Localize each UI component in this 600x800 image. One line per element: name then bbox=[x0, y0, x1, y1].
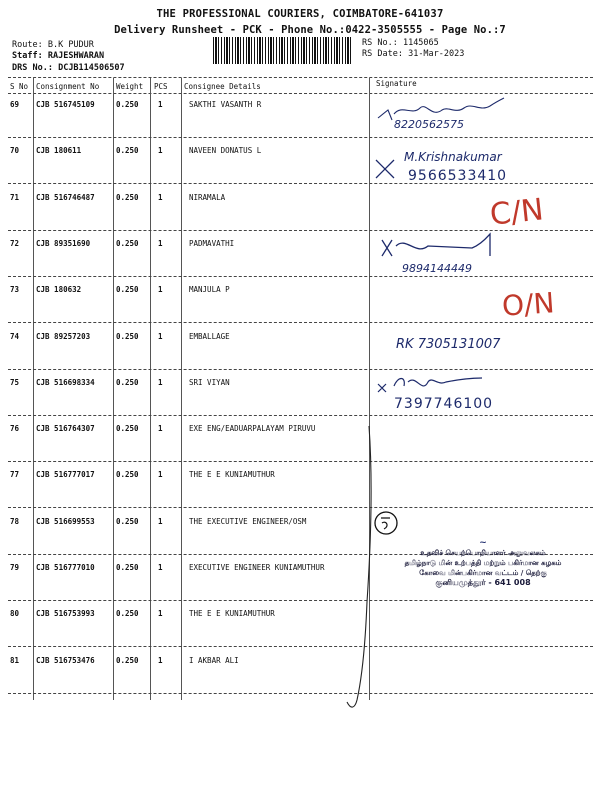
stamp-initials: ~ bbox=[479, 538, 487, 548]
row-consignment-no: CJB 516698334 bbox=[36, 377, 95, 387]
staff-value: RAJESHWARAN bbox=[47, 51, 105, 61]
row-separator bbox=[8, 507, 593, 508]
row-consignee: THE E E KUNIAMUTHUR bbox=[189, 609, 275, 619]
rs-date-label: RS Date: bbox=[362, 49, 403, 59]
signature-69 bbox=[372, 96, 512, 142]
row-consignment-no: CJB 180611 bbox=[36, 146, 82, 156]
col-header-weight: Weight bbox=[116, 82, 144, 91]
row-pcs: 1 bbox=[158, 377, 163, 387]
row-weight: 0.250 bbox=[116, 609, 139, 619]
col-header-sno: S No bbox=[10, 82, 29, 91]
row-consignee: THE E E KUNIAMUTHUR bbox=[189, 470, 275, 480]
signature-70-name: M.Krishnakumar bbox=[404, 150, 502, 164]
row-weight: 0.250 bbox=[116, 146, 139, 156]
row-consignee: NIRAMALA bbox=[189, 192, 226, 202]
row-separator bbox=[8, 369, 593, 370]
row-consignment-no: CJB 516699553 bbox=[36, 516, 95, 526]
row-consignment-no: CJB 516746487 bbox=[36, 192, 95, 202]
column-divider bbox=[33, 78, 34, 700]
row-consignment-no: CJB 516777010 bbox=[36, 563, 95, 572]
row-weight: 0.250 bbox=[116, 470, 139, 480]
col-header-signature: Signature bbox=[376, 79, 417, 88]
route-line bbox=[12, 40, 94, 51]
table-top-rule bbox=[8, 77, 593, 78]
signature-75-phone: 7397746100 bbox=[394, 396, 494, 412]
row-sno: 81 bbox=[10, 655, 20, 665]
column-divider bbox=[150, 78, 151, 700]
row-sno: 69 bbox=[10, 100, 20, 109]
row-sno: 74 bbox=[10, 331, 20, 341]
row-consignment-no: CJB 516777017 bbox=[36, 470, 95, 480]
signature-69-phone: 8220562575 bbox=[394, 118, 464, 131]
row-consignee: I AKBAR ALI bbox=[189, 655, 239, 665]
rs-date-line bbox=[362, 49, 464, 60]
row-consignee: THE EXECUTIVE ENGINEER/OSM bbox=[189, 516, 307, 526]
document-title: THE PROFESSIONAL COURIERS, COIMBATORE-641037 bbox=[156, 8, 444, 20]
signature-72 bbox=[372, 232, 512, 284]
signature-70-phone: 9566533410 bbox=[408, 168, 508, 184]
row-sno: 76 bbox=[10, 424, 20, 434]
row-pcs: 1 bbox=[158, 331, 163, 341]
signature-scribble bbox=[372, 372, 522, 398]
office-stamp bbox=[398, 538, 568, 588]
row-pcs: 1 bbox=[158, 192, 163, 202]
row-weight: 0.250 bbox=[116, 100, 139, 109]
document-subtitle: Delivery Runsheet - PCK - Phone No.:0422-3505555 - Page No.:7 bbox=[114, 24, 506, 36]
row-consignee: PADMAVATHI bbox=[189, 238, 235, 248]
rs-no-label: RS No.: bbox=[362, 38, 398, 48]
column-divider bbox=[113, 78, 114, 700]
barcode bbox=[213, 37, 353, 64]
row-weight: 0.250 bbox=[116, 424, 139, 434]
row-sno: 71 bbox=[10, 192, 20, 202]
row-pcs: 1 bbox=[158, 563, 163, 572]
initial-circle-mark bbox=[372, 508, 402, 538]
stamp-line-2: தமிழ்நாடு மின் உற்பத்தி மற்றும் பகிர்மான கழகம் bbox=[404, 559, 562, 567]
col-header-details: Consignee Details bbox=[184, 82, 261, 91]
staff-label: Staff: bbox=[12, 51, 43, 61]
row-weight: 0.250 bbox=[116, 377, 139, 387]
row-weight: 0.250 bbox=[116, 331, 139, 341]
row-pcs: 1 bbox=[158, 100, 163, 109]
row-separator bbox=[8, 600, 593, 601]
row-sno: 79 bbox=[10, 563, 20, 572]
rs-date-value: 31-Mar-2023 bbox=[408, 49, 465, 59]
row-sno: 80 bbox=[10, 609, 20, 619]
row-pcs: 1 bbox=[158, 516, 163, 526]
table-header-rule bbox=[8, 93, 593, 94]
stamp-line-1: உதவிச் செயற்பொறியாளர் அலுவலகம் bbox=[420, 549, 546, 557]
row-weight: 0.250 bbox=[116, 285, 139, 295]
row-sno: 70 bbox=[10, 146, 20, 156]
signature-75 bbox=[372, 372, 522, 418]
row-consignee: SRI VIYAN bbox=[189, 377, 230, 387]
col-header-pcs: PCS bbox=[154, 82, 168, 91]
rs-no-line bbox=[362, 38, 439, 49]
mark-cn: C/N bbox=[488, 192, 546, 233]
row-separator bbox=[8, 461, 593, 462]
row-consignee: EMBALLAGE bbox=[189, 331, 230, 341]
row-sno: 77 bbox=[10, 470, 20, 480]
row-sno: 75 bbox=[10, 377, 20, 387]
drs-label: DRS No.: bbox=[12, 63, 53, 73]
row-weight: 0.250 bbox=[116, 238, 139, 248]
row-sno: 72 bbox=[10, 238, 20, 248]
signature-74: RK 7305131007 bbox=[396, 337, 501, 352]
route-label: Route: bbox=[12, 40, 43, 50]
drs-value: DCJB114506507 bbox=[58, 63, 125, 73]
row-consignee: MANJULA P bbox=[189, 285, 230, 295]
row-consignment-no: CJB 89351690 bbox=[36, 238, 91, 248]
row-pcs: 1 bbox=[158, 238, 163, 248]
drs-line bbox=[12, 63, 125, 74]
stamp-line-4: குனியமுத்தூர் - 641 008 bbox=[435, 578, 531, 587]
row-pcs: 1 bbox=[158, 285, 163, 295]
row-consignment-no: CJB 516745109 bbox=[36, 100, 95, 109]
row-pcs: 1 bbox=[158, 470, 163, 480]
row-pcs: 1 bbox=[158, 424, 163, 434]
row-consignment-no: CJB 516753476 bbox=[36, 655, 95, 665]
mark-on: O/N bbox=[500, 286, 556, 323]
row-consignee: SAKTHI VASANTH R bbox=[189, 100, 262, 109]
row-consignment-no: CJB 516764307 bbox=[36, 424, 95, 434]
row-consignment-no: CJB 180632 bbox=[36, 285, 82, 295]
staff-line bbox=[12, 51, 104, 62]
column-divider bbox=[181, 78, 182, 700]
row-separator bbox=[8, 693, 593, 694]
row-weight: 0.250 bbox=[116, 563, 139, 572]
signature-72-phone: 9894144449 bbox=[402, 262, 472, 275]
signature-70 bbox=[372, 148, 542, 194]
row-sno: 73 bbox=[10, 285, 20, 295]
col-header-consignment: Consignment No bbox=[36, 82, 100, 91]
bracket-pen-stroke bbox=[335, 422, 385, 712]
row-consignment-no: CJB 89257203 bbox=[36, 331, 91, 341]
row-weight: 0.250 bbox=[116, 192, 139, 202]
rs-no-value: 1145065 bbox=[402, 38, 439, 48]
row-consignee: EXE ENG/EADUARPALAYAM PIRUVU bbox=[189, 424, 316, 434]
row-pcs: 1 bbox=[158, 146, 163, 156]
stamp-line-3: கோவை மின்பகிர்மான வட்டம் / தெற்கு bbox=[419, 569, 547, 577]
row-pcs: 1 bbox=[158, 655, 163, 665]
row-separator bbox=[8, 646, 593, 647]
signature-scribble bbox=[372, 232, 512, 262]
row-consignee: NAVEEN DONATUS L bbox=[189, 146, 262, 156]
row-weight: 0.250 bbox=[116, 516, 139, 526]
row-consignee: EXECUTIVE ENGINEER KUNIAMUTHUR bbox=[189, 563, 325, 572]
row-weight: 0.250 bbox=[116, 655, 139, 665]
route-value: B.K PUDUR bbox=[47, 40, 94, 50]
row-pcs: 1 bbox=[158, 609, 163, 619]
row-consignment-no: CJB 516753993 bbox=[36, 609, 95, 619]
row-sno: 78 bbox=[10, 516, 20, 526]
